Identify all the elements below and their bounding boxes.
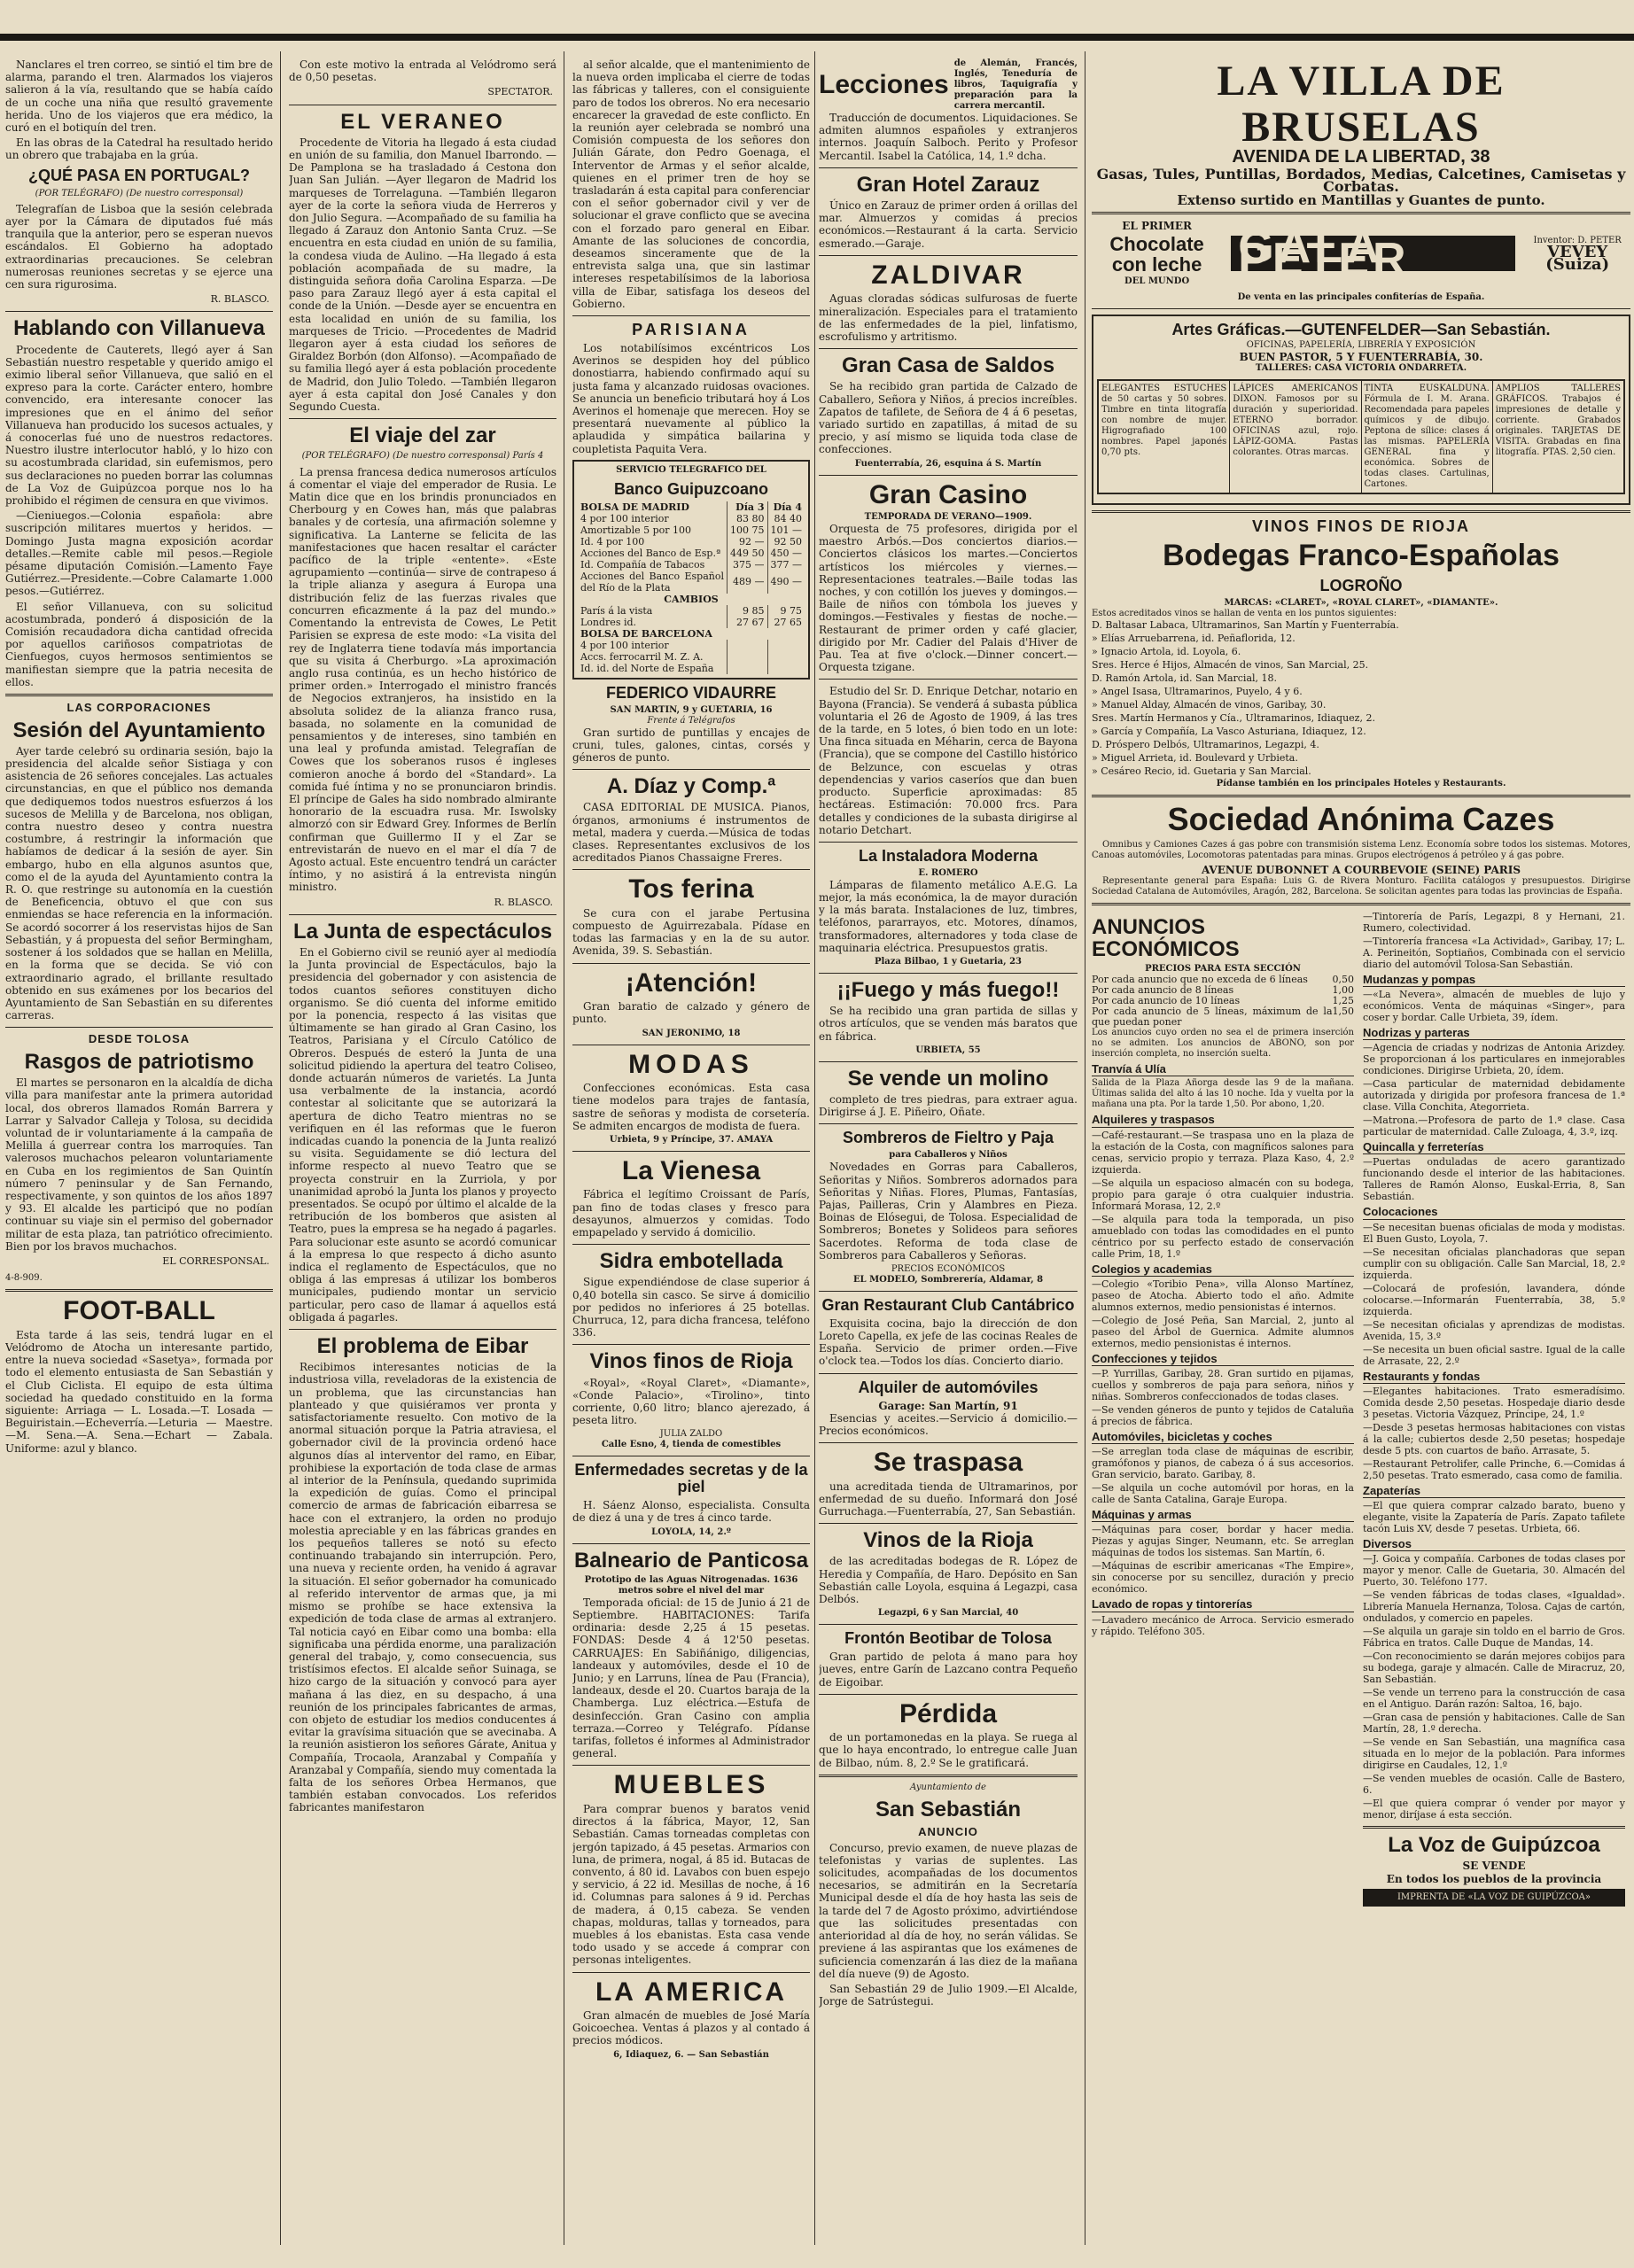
instaladora-heading: La Instaladora Moderna <box>858 846 1039 865</box>
anuncio-heading: ANUNCIO <box>918 1825 978 1839</box>
list-item: » Manuel Alday, Almacén de vinos, Garibay, 30. <box>1092 698 1327 711</box>
muebles-body: Para comprar buenos y baratos venid directos á la fábrica, Mayor, 12, San Sebastián. Camas torneadas completas con jergón tapizado, á 45 pesetas. Armarios con luna, de primera, nogal, á 85 id. Butacas de convento, á 80 id. Lavabos con buen espejo y servicio, á 22 id. Mesillas de noche, á 16 id. Columnas para salones á 9 id. Perchas de madera, á 0,15 cabeza. Se venden chapas, molduras, tallas y torneados, para muebles á los ebanistas. Esta casa vende todo usado y se accede á comprar con personas inteligentes. <box>572 1802 810 1967</box>
veraneo-heading: EL VERANEO <box>340 109 505 134</box>
table-row: 4 por 100 interior 83 80 84 40 <box>578 513 805 524</box>
villanueva-list: —Cieniuegos.—Colonia española: abre suscripción militares muertos y heridos. —Domingo Justa magna exposición acordar detalles.—Remite cable mil pesos.—Regiole pésame diputación Comisión.—Lamento Faye Gutiérrez.—Presidente.—Cobre Calamarte 1.000 pesos.—Gutiérrez. <box>5 509 273 598</box>
football-body: Esta tarde á las seis, tendrá lugar en el Velódromo de Atocha un interesante partido, entre la nueva sociedad «Sasetya», formada por todo el elemento entusiasta de San Sebastián y el Club Ciclista. El equipo de esta última sociedad ha quedado constituido en la forma siguiente: Arriaga — L. Losada.—T. Losada — Beguiristain.—Echeverría.—Leturia — Maestre.—M. Sena.—A. Sena.—Echart — Zabala. Uniforme: azul y blanco. <box>5 1328 273 1455</box>
list-item: —Se vende en San Sebastián, una magnífica casa situada en lo mejor de la población. Para informes dirigirse en Caudales, 12, 1.º <box>1363 1736 1625 1772</box>
table-row: Accs. ferrocarril M. Z. A. <box>578 651 805 663</box>
peter-label-bottom: DEL MUNDO <box>1124 276 1190 287</box>
table-row: Londres id. 27 67 27 65 <box>578 617 805 628</box>
lecciones-block <box>819 58 1078 112</box>
confecciones-heading: Confecciones y tejidos <box>1092 1353 1354 1366</box>
ayto-subheading: Ayuntamiento de <box>910 1782 986 1792</box>
fuego-body: Se ha recibido una gran partida de sillas y otros artículos, que se venden más baratos que en fábrica. <box>819 1005 1078 1043</box>
patriotismo-date: 4-8-909. <box>5 1273 43 1284</box>
table-row: 4 por 100 interior <box>578 640 805 651</box>
vinosrioja-heading: Vinos de la Rioja <box>863 1528 1033 1553</box>
portugal-heading: ¿QUÉ PASA EN PORTUGAL? <box>27 166 250 184</box>
list-item: » Angel Isasa, Ultramarinos, Puyelo, 4 y 6. <box>1092 685 1303 697</box>
list-item: —Se alquila para toda la temporada, un piso amueblado con todas las comodidades en el punto céntrico por su perfecto estado de conservación calle Prim, 18, 1.º <box>1092 1213 1354 1260</box>
table-row: Acciones del Banco de Esp.ª 449 50 450 — <box>578 548 805 559</box>
america-body: Gran almacén de muebles de José María Goicoechea. Ventas á plazos y al contado á precios módicos. <box>572 2009 810 2047</box>
atencion-heading: ¡Atención! <box>625 967 758 998</box>
list-item: —Puertas onduladas de acero garantizado funcionando desde el interior de las habitaciones. Talleres de Ramón Alonso, Euskal-Erria, 8, San Sebastián. <box>1363 1156 1625 1203</box>
perdida-heading: Pérdida <box>899 1698 998 1728</box>
list-item: —Desde 3 pesetas hermosas habitaciones con vistas á la calle; cubiertos desde 2,50 pesetas; hospedaje desde 5 pts. con cuartos de baño. Arrasate, 5. <box>1363 1421 1625 1456</box>
modas-address: Urbieta, 9 y Príncipe, 37. AMAYA <box>609 1134 774 1145</box>
detchar-body: Estudio del Sr. D. Enrique Detchar, notario en Bayona (Francia). Se venderá á subasta pública voluntaria el 26 de Agosto de 1909, á las tres de la tarde, en 5 lotes, ó bien todo en un lote: Una finca situada en Méharin, cerca de Bayona (Francia), que se compone del Castillo histórico de Belzunce, con escuelas y otras dependencias y varios caseríos que dan buen producto. Superficie aproximadas: 85 hectáreas. Estimación: 70.000 frcs. Para detalles y condiciones de la subasta dirigirse al notario Detchart. <box>819 685 1078 836</box>
cazes-heading: Sociedad Anónima Cazes <box>1167 800 1555 837</box>
list-item: —Máquinas de escribir americanas «The Empire», sin conocerse por su sencillez, duración y precio económico. <box>1092 1560 1354 1596</box>
vinos-address: Calle Esno, 4, tienda de comestibles <box>601 1440 782 1450</box>
viennesa-body: Fábrica el legítimo Croissant de París, pan fino de todas clases y fresco para desayunos, almuerzos y comidas. Todo empapelado y servido á domicilio. <box>572 1188 810 1239</box>
lavado-heading: Lavado de ropas y tintorerías <box>1092 1598 1354 1612</box>
tranvia-heading: Tranvía á Ulía <box>1092 1063 1354 1076</box>
eibar-heading: El problema de Eibar <box>316 1334 529 1359</box>
casino-body: Orquesta de 75 profesores, dirigida por el maestro Arbós.—Dos conciertos diarios.—Conciertos clásicos los martes.—Conciertos artísticos los miércoles y viernes.—Representaciones teatrales.—Baile todas las noches, y con cotillón los jueves y domingos.—Baile de niños con tómbola los jueves y domingos.—Festivales y fiestas de noche.—Restaurant de primer orden y café glacier, dirigido por Mr. Cadier del Palais d'Hiver de Pau. Tea at five o'clock.—Dinner concert.—Orquesta tzigane. <box>819 523 1078 674</box>
peter-ad <box>1092 220 1630 287</box>
list-item: —Restaurant Petrolifer, calle Prinche, 6.—Comidas á 2,50 pesetas. Trato esmerado, casa como de familia. <box>1363 1457 1625 1481</box>
voz-heading: La Voz de Guipúzcoa <box>1388 1833 1600 1858</box>
cantabrico-heading: Gran Restaurant Club Cantábrico <box>821 1295 1075 1314</box>
vidaurre-body: Gran surtido de puntillas y encajes de cruni, tules, galones, cintas, corsés y géneros de punto. <box>572 726 810 764</box>
peter-inventor: Inventor: D. PETER <box>1533 235 1622 245</box>
colegios-heading: Colegios y academias <box>1092 1263 1354 1277</box>
zapaterias-heading: Zapaterías <box>1363 1485 1625 1498</box>
vinos-heading: Vinos finos de Rioja <box>589 1349 793 1374</box>
patriotismo-heading: Rasgos de patriotismo <box>24 1049 254 1074</box>
vidaurre-address: SAN MARTIN, 9 y GUETARIA, 16 <box>610 704 773 715</box>
list-item: —J. Goica y compañía. Carbones de todas clases por mayor y menor. Calle de Guetaria, 30. Almacén del Puerto, 30. Teléfono 177. <box>1363 1553 1625 1588</box>
peter-product: Chocolate con leche <box>1109 233 1204 276</box>
zaldivar-body: Aguas cloradas sódicas sulfurosas de fuerte mineralización. Especiales para el tratamiento de las enfermedades de la piel, linfatismo, escrofulismo y artritismo. <box>819 292 1078 343</box>
vinosrioja-address: Legazpi, 6 y San Marcial, 40 <box>877 1608 1019 1619</box>
obras-text: En las obras de la Catedral ha resultado herido un obrero que trabajaba en la grúa. <box>5 136 273 162</box>
villanueva-end: El señor Villanueva, con su solicitud acostumbrada, ponderó á disposición de la Comisión recaudadora dicha cantidad ofrecida por aquellos cariñosos compatriotas de Cienfuegos, cuyos hermosos sentimientos se manifiestan siempre que la patria necesita de ellos. <box>5 600 273 688</box>
list-item: —Con reconocimiento se darán mejores cobijos para su bodega, garaje y almacén. Calle de Miracruz, 20, San Sebastián. <box>1363 1651 1625 1686</box>
column-1 <box>5 58 273 2245</box>
list-item: Sres. Martín Hermanos y Cía., Ultramarinos, Idiaquez, 2. <box>1092 711 1375 724</box>
portugal-byline: (POR TELÉGRAFO) (De nuestro corresponsal) <box>35 188 244 198</box>
list-item: —Elegantes habitaciones. Trato esmeradísimo. Comida desde 2,50 pesetas. Hospedaje diario desde 3 pesetas. Victoria Vázquez, Príncipe, 24, 1.º <box>1363 1385 1625 1420</box>
gutenfelder-sub: OFICINAS, PAPELERÍA, LIBRERÍA Y EXPOSICIÓN <box>1246 340 1476 351</box>
casino-subheading: TEMPORADA DE VERANO—1909. <box>864 512 1032 523</box>
ayto-heading: San Sebastián <box>875 1797 1022 1821</box>
villanueva-body: Procedente de Cauterets, llegó ayer á San Sebastián nuestro respetable y querido amigo el eximio liberal señor Villanueva, que salió en el expreso para la corte. Carácter entero, hombre convencido, era interesante conocer las impresiones que en el ánimo del señor Villanueva han producido los sucesos actuales, y á conocerlas fué uno de nuestros redactores. Nuestro ilustre interlocutor habló, y lo hizo con su acostumbrada claridad, sin eufemismos, pero sus declaraciones no pueden borrar las columnas de La Voz de Guipúzcoa porque nos lo ha prohibido el régimen de censura en que vivimos. <box>5 343 273 507</box>
rioja-heading: Bodegas Franco-Españolas <box>1163 539 1560 573</box>
parisiana-heading: PARISIANA <box>632 321 751 339</box>
table-row: Por cada anuncio que no exceda de 6 líneas 0,50 <box>1092 974 1354 986</box>
list-item: —«La Nevera», almacén de muebles de lujo y económicos. Venta de máquinas «Singer», para coser y bordar. Calle Urbieta, 39, ídem. <box>1363 988 1625 1023</box>
list-item: —Se vende un terreno para la construcción de casa en el Antiguo. Darán razón: Saltoa, 16, bajo. <box>1363 1687 1625 1711</box>
voz-subheading: SE VENDE <box>1462 1860 1526 1873</box>
column-4 <box>819 58 1078 2245</box>
diversos-heading: Diversos <box>1363 1538 1625 1551</box>
tranvia-body: Salida de la Plaza Añorga desde las 9 de la mañana. Últimas salida del alto á las 10 noche. Ida y vuelta por la mañana una pta. Por la tarde 1,50. Por abono, 1,20. <box>1092 1078 1354 1110</box>
tos-heading: Tos ferina <box>628 874 754 905</box>
patriotismo-body: El martes se personaron en la alcaldía de dicha villa para manifestar ante la primera autoridad local, dos obreros llamados Román Barrera y Larrar y Salvador Calleja y Tolosa, su decidida voluntad de ir voluntariamente á la campaña de Melilla á guerrear contra los marroquíes. Tan valerosos muchachos pelearon voluntariamente en Cuba en los regimientos de San Quintín número 7 peninsular y de San Fernando, respectivamente, y son quintos de los años 1897 y 93. El alcalde les participó que no podían continuar su viaje sin el permiso del gobernador militar de esta plaza, tan patriótico ofrecimiento. Bien por los bravos muchachos. <box>5 1076 273 1253</box>
rioja-footer: Pídanse también en los principales Hoteles y Restaurants. <box>1216 778 1506 788</box>
instaladora-body: Lámparas de filamento metálico A.E.G. La mejor, la más económica, la de mayor duración y la más barata. Instalaciones de luz, timbres, teléfonos, pararrayos, etc. Motores, dínamos, transformadores, alternadores y toda clase de maquinaria eléctrica. Presupuestos gratis. <box>819 878 1078 954</box>
peter-footer: De venta en las principales confiterías de España. <box>1237 292 1485 303</box>
enfermedades-body: H. Sáenz Alonso, especialista. Consulta de diez á una y de tres á cinco tarde. <box>572 1499 810 1525</box>
alquiler-subheading: Garage: San Martín, 91 <box>878 1399 1018 1412</box>
lecciones-body: Traducción de documentos. Liquidaciones. Se admiten alumnos españoles y extranjeros internos. Joaquín Salboch. Perito y Profesor Mercantil. Isabel la Católica, 14, 1.º dcha. <box>819 112 1078 162</box>
top-rule <box>0 34 1634 41</box>
zarauz-heading: Gran Hotel Zarauz <box>856 172 1040 197</box>
gutenfelder-talleres: TALLERES: CASA VICTORIA ONDARRETA. <box>1255 363 1467 374</box>
list-item: —Máquinas para coser, bordar y hacer media. Piezas y agujas Singer, Neumann, etc. Se arreglan máquinas de todos los sistemas. San Martín, 6. <box>1092 1524 1354 1559</box>
list-item: Sres. Herce é Hijos, Almacén de vinos, San Marcial, 25. <box>1092 658 1369 671</box>
villa-address: AVENIDA DE LA LIBERTAD, 38 <box>1232 147 1490 167</box>
gutenfelder-box: LÁPICES AMERICANOS DIXON. Famosos por su duración y superioridad. ETERNO borrador. OFICINAS azul, rojo. LÁPIZ-GOMA. Pastas colorantes. Otras marcas. <box>1230 381 1361 493</box>
list-item: » Cesáreo Recio, id. Guetaria y San Marcial. <box>1092 765 1311 777</box>
list-item: —Se alquila un espacioso almacén con su bodega, propio para garaje ó otra cualquier industria. Informará Morasa, 12, 2.º <box>1092 1177 1354 1212</box>
vinosrioja-body: de las acreditadas bodegas de R. López de Heredia y Compañía, de Haro. Depósito en San Sebastián calle Loyola, esquina á Legazpi, casa Delbós. <box>819 1555 1078 1606</box>
alquileres-heading: Alquileres y traspasos <box>1092 1114 1354 1127</box>
column-3 <box>572 58 810 2245</box>
gutenfelder-box: ELEGANTES ESTUCHES de 50 cartas y 50 sobres. Timbre en tinta litografía con nombre de mujer. Higrografiado 100 nombres. Papel japonés 0,70 pts. <box>1099 381 1230 493</box>
precios-note: Los anuncios cuyo orden no sea el de primera inserción no se admiten. Los anuncios de ABONO, son por inserción completa, no inserción suelta. <box>1092 1028 1354 1060</box>
mudanzas-heading: Mudanzas y pompas <box>1363 974 1625 987</box>
gutenfelder-heading: Artes Gráficas.—GUTENFELDER—San Sebastián. <box>1171 321 1551 339</box>
sesion-heading: Sesión del Ayuntamiento <box>12 718 266 742</box>
viennesa-heading: La Vienesa <box>621 1155 761 1185</box>
zar-signature: R. BLASCO. <box>494 896 553 908</box>
traspasa-body: una acreditada tienda de Ultramarinos, por enfermedad de su dueño. Informará don José Gurruchaga.—Fuenterrabía, 27, San Sebastián. <box>819 1480 1078 1518</box>
maquinas-heading: Máquinas y armas <box>1092 1509 1354 1522</box>
table-row: Amortizable 5 por 100 100 75 101 — <box>578 524 805 536</box>
cazes-city: AVENUE DUBONNET A COURBEVOIE (SEINE) PARIS <box>1201 863 1521 876</box>
zaldivar-heading: ZALDIVAR <box>871 260 1025 290</box>
atencion-body: Gran baratio de calzado y género de punto. <box>572 1000 810 1026</box>
peter-logo: GALA PETER <box>1231 236 1515 271</box>
table-row: Acciones del Banco Español del Río de la Plata 489 — 490 — <box>578 571 805 594</box>
table-row: Por cada anuncio de 10 líneas 1,25 <box>1092 995 1354 1007</box>
enfermedades-heading: Enfermedades secretas y de la piel <box>574 1461 808 1496</box>
table-row: Id. 4 por 100 92 — 92 50 <box>578 536 805 548</box>
tos-body: Se cura con el jarabe Pertusina compuesto de Aguirrezabala. Pídase en todas las farmacias y en la de su autor. Avenida, 39. S. Sebastián. <box>572 906 810 958</box>
fronton-body: Gran partido de pelota á mano para hoy jueves, entre Garín de Lazcano contra Pequeño de Eigoibar. <box>819 1651 1078 1689</box>
list-item: —Se arreglan toda clase de máquinas de escribir, gramófonos y pianos, de cabeza ó á sus accesorios. Gran servicio, barato. Garibay, 8. <box>1092 1446 1354 1481</box>
list-item: —Se alquila un garaje sin toldo en el barrio de Gros. Fábrica en tratos. Calle Duque de Mandas, 14. <box>1363 1626 1625 1650</box>
list-item: —Colegio «Toribio Pena», villa Alonso Martínez, paseo de Atocha. Abierto todo el año. Admite alumnos externos, medio pensionistas é internos. <box>1092 1278 1354 1313</box>
zar-heading: El viaje del zar <box>349 423 496 448</box>
list-item: D. Ramón Artola, id. San Marcial, 18. <box>1092 672 1278 684</box>
instaladora-subheading: E. ROMERO <box>918 867 978 878</box>
atencion-address: SAN JERONIMO, 18 <box>642 1028 741 1038</box>
list-item: —Tintorería de París, Legazpi, 8 y Hernani, 21. Rumero, colectividad. <box>1363 910 1625 934</box>
peter-city: VEVEY (Suiza) <box>1545 242 1610 274</box>
table-row: Por cada anuncio de 5 líneas, máximum de la que puedan poner 1,50 <box>1092 1006 1354 1029</box>
lecciones-heading: Lecciones <box>819 70 949 100</box>
sidra-heading: Sidra embotellada <box>599 1249 783 1274</box>
rioja-marcas: MARCAS: «CLARET», «ROYAL CLARET», «DIAMANTE». <box>1224 597 1498 608</box>
anuncios-col-left <box>1092 911 1354 1639</box>
list-item: —Se necesitan oficialas planchadoras que sepan cumplir con su obligación. Calle San Marcial, 18, 2.º izquierda. <box>1363 1246 1625 1281</box>
rioja-intro: Estos acreditados vinos se hallan de venta en los puntos siguientes: <box>1092 608 1397 618</box>
alquiler-heading: Alquiler de automóviles <box>858 1378 1039 1396</box>
modas-body: Confecciones económicas. Esta casa tiene modelos para trajes de fantasía, sastre de señoras y modista de corsetería. Se admiten encargos de modista de fuera. <box>572 1082 810 1132</box>
zarauz-body: Único en Zarauz de primer orden á orillas del mar. Almuerzos y comidas á precios económicos.—Restaurant á la carta. Servicio esmerado.—Garaje. <box>819 199 1078 250</box>
list-item: » García y Compañía, La Vasco Asturiana, Idiaquez, 12. <box>1092 725 1366 737</box>
perdida-body: de un portamonedas en la playa. Se ruega al que lo haya encontrado, lo entregue calle Juan de Bilbao, núm. 8, 2.º Se le gratificará. <box>819 1731 1078 1769</box>
list-item: —Gran casa de pensión y habitaciones. Calle de San Martín, 28, 1.º derecha. <box>1363 1712 1625 1736</box>
list-item: —Casa particular de maternidad debidamente autorizada y dirigida por profesora francesa de 1.ª clase. Villa Conchita, Ategorrieta. <box>1363 1078 1625 1114</box>
table-row: París á la vista 9 85 9 75 <box>578 605 805 617</box>
list-item: —El que quiera comprar ó vender por mayor y menor, diríjase á esta sección. <box>1363 1798 1625 1821</box>
colocaciones-heading: Colocaciones <box>1363 1206 1625 1219</box>
sombreros-subheading: para Caballeros y Niños <box>889 1150 1008 1161</box>
molino-body: completo de tres piedras, para extraer agua. Dirigirse á J. E. Piñeiro, Oñate. <box>819 1093 1078 1119</box>
restaurants-heading: Restaurants y fondas <box>1363 1371 1625 1384</box>
diaz-body: CASA EDITORIAL DE MUSICA. Pianos, órganos, armoniums é instrumentos de metal, madera y cuerda.—Música de todas clases. Representantes exclusivos de los acreditados Pianos Chassaigne Freres. <box>572 801 810 865</box>
veraneo-body: Procedente de Vitoria ha llegado á esta ciudad en unión de su familia, don Manuel Ibarrondo. —De Pamplona se ha trasladado á Cestona don Juan San Julián. —Ayer llegaron de Madrid los marqueses de Torrelaguna. —También llegaron ayer de la corte la señora viuda de Herreros y don Julio Segura. —Acompañado de su familia ha llegado á Zarauz don Antonio Santa Cruz. —Se encuentra en esta ciudad en unión de su familia, la condesa viuda de Aulino. —Ha llegado á esta población acompañada de su madre, la distinguida señora doña Carolina Esparza. —De paso para Zarauz llegó ayer á esta capital el conde de la Unión. —Desde ayer se encuentra en esta localidad en unión de su familia, los marqueses de Tricio. —Procedentes de Madrid llegaron ayer á esta ciudad los señores de Giraldez Borbón (don Alfonso). —Acompañado de su familia llegó ayer á esta población procedente de Madrid, don Julio Toledo. —También llegaron ayer á esta capital don José Canales y don Segundo Cuesta. <box>289 136 556 414</box>
vidaurre-note: Frente á Telégrafos <box>647 715 735 726</box>
gutenfelder-ad <box>1092 315 1630 505</box>
list-item: —Colocará de profesión, lavandera, dónde colocarse.—Informarán Fuenterrabía, 38, 5.º izquierda. <box>1363 1282 1625 1317</box>
muebles-heading: MUEBLES <box>613 1770 769 1800</box>
peter-label-top: EL PRIMER <box>1122 219 1192 232</box>
corporaciones-heading: LAS CORPORACIONES <box>66 701 212 715</box>
auto-heading: Automóviles, bicicletas y coches <box>1092 1431 1354 1444</box>
banco-subheading: SERVICIO TELEGRAFICO DEL <box>616 464 766 475</box>
list-item: » Ignacio Artola, id. Loyola, 6. <box>1092 645 1241 657</box>
sesion-body: Ayer tarde celebró su ordinaria sesión, bajo la presidencia del alcalde señor Sistiaga y con asistencia de 26 señores concejales. Las actuales circunstancias, en que el público nos demanda que dediquemos todos nuestros esfuerzos á los sucesos de Melilla y de Barcelona, nos obligan, contra nuestro deseo y contra nuestra costumbre, á restringir la información que habíamos de dedicar á la sesión de ayer. Sin embargo, hubo en ella algunos asuntos que, como el de la ayuda del Ayuntamiento contra la R. O. que restringe su autonomía en la cuestión de Beneficencia, obtuvo el que con sus enmiendas se hace referencia en la información. Se acordó socorrer á los reservistas hijos de San Sebastián, y á propuesta del señor Bermingham, sostener á los soldados que se hallan en Melilla, en la forma que se decida. Se vió con extraordinario agrado, el brillante resultado obtenido en sus exámenes por los becarios del Ayuntamiento de San Sebastián en su diferentes carreras. <box>5 744 273 1022</box>
list-item: —P. Yurrillas, Garibay, 28. Gran surtido en pijamas, cuellos y sombreros de paja para señora, niños y niñas. Sombreros confeccionados de todas clases. <box>1092 1367 1354 1402</box>
eibar-continued: al señor alcalde, que el mantenimiento de la nueva orden implicaba el cierre de todas las fábricas y talleres, con el consiguiente paro de todos los obreros. No era necesario encarecer la gravedad de este conflicto. En la reunión ayer celebrada se nombró una Comisión compuesta de los señores don Julián Gárate, don Pedro Goenaga, el Interventor de Armas y el señor alcalde, quienes en el primer tren de hoy se trasladarán á esta capital para conferenciar con el señor gobernador civil y ver de solucionar el grave conflicto que se avecina con el forzado paro general en Eibar. Amante de las soluciones de concordia, deseamos sinceramente que de la entrevista salga una, que sin lastimar intereses respetabilísimos de la laboriosa villa de Eibar, satisfaga los deseos del Gobierno. <box>572 58 810 310</box>
quincalla-heading: Quincalla y ferreterías <box>1363 1141 1625 1154</box>
vidaurre-heading: FEDERICO VIDAURRE <box>605 683 776 702</box>
cantabrico-body: Exquisita cocina, bajo la dirección de don Loreto Capella, ex jefe de las cocinas Reales de España. Servicio de primer orden.—Five o'clock tea.—Todos los días. Concierto diario. <box>819 1317 1078 1368</box>
rioja-points <box>1092 619 1630 777</box>
alquiler-body: Esencias y aceites.—Servicio á domicilio.—Precios económicos. <box>819 1411 1078 1437</box>
casino-heading: Gran Casino <box>868 479 1028 509</box>
instaladora-address: Plaza Bilbao, 1 y Guetaria, 23 <box>874 957 1023 967</box>
america-heading: LA AMERICA <box>595 1977 788 2007</box>
panticosa-body: Temporada oficial: de 15 de Junio á 21 de Septiembre. HABITACIONES: Tarifa ordinaria: desde 2,25 á 15 pesetas. FONDAS: Desde 4 á 12'50 pesetas. CARRUAJES: En Sabiñánigo, diligencias, landeaux y automóviles, desde el 10 de Junio; y en Larruns, línea de Pau (Francia), landeaux, desde el 20. Cuartos baraja de la Chamberga. Luz eléctrica.—Estufa de desinfección. Gran Casino con amplia terraza.—Correo y Telégrafo. Pídanse tarifas, folletos é informes al Administrador general. <box>572 1596 810 1760</box>
table-row: Id. id. del Norte de España <box>578 663 805 674</box>
list-item: D. Baltasar Labaca, Ultramarinos, San Martín y Fuenterrabía. <box>1092 618 1399 631</box>
list-item: —Se necesitan buenas oficialas de moda y modistas. El Buen Gusto, Loyola, 7. <box>1363 1221 1625 1245</box>
list-item: —Tintorería francesa «La Actividad», Garibay, 17; L. A. Perineitón, Soptiaños, Combinada con el servicio diario del automóvil Tolosa-San Sebastián. <box>1363 935 1625 970</box>
table-row: Por cada anuncio de 8 líneas 1,00 <box>1092 984 1354 997</box>
fuego-address: URBIETA, 55 <box>915 1045 981 1055</box>
column-divider <box>280 51 281 2245</box>
sombreros-precios: PRECIOS ECONÓMICOS <box>891 1263 1006 1274</box>
anuncios-heading: ANUNCIOS ECONÓMICOS <box>1092 914 1240 961</box>
list-item: —Se venden fábricas de todas clases, «Igualdad». Librería Manuela Hernanza, Tolosa. Cajas de cartón, ondulados, y comercio en papeles. <box>1363 1589 1625 1625</box>
list-item: —Colegio de José Peña, San Marcial, 2, junto al paseo del Árbol de Guernica. Admite alumnos externos, medio pensionistas é internos. <box>1092 1314 1354 1349</box>
vinos-body: «Royal», «Royal Claret», «Diamante», «Conde Palacio», «Tirolino», tinto corriente, 0,60 litro; blanco ajerezado, á peseta litro. <box>572 1376 810 1427</box>
villa-heading: LA VILLA DE BRUSELAS <box>1217 58 1506 151</box>
rioja-city: LOGROÑO <box>1319 576 1403 594</box>
list-item: —Se necesita un buen oficial sastre. Igual de la calle de Arrasate, 22, 2.º <box>1363 1343 1625 1367</box>
list-item: —Se necesitan oficialas y aprendizas de modistas. Avenida, 15, 3.º <box>1363 1318 1625 1342</box>
intro-text: Nanclares el tren correo, se sintió el tim bre de alarma, parando el tren. Alarmados los viajeros salieron á la vía, resultando que se había caído de un coche una niña que resultó gravemente herida. Uno de los viajeros que era médico, la curó en el botiquín del tren. <box>5 58 273 135</box>
portugal-signature: R. BLASCO. <box>210 293 269 306</box>
nodrizas-heading: Nodrizas y parteras <box>1363 1027 1625 1040</box>
parisiana-body: Los notabilísimos excéntricos Los Averinos se despiden hoy del público donostiarra, habiendo confirmado aquí su justa fama y alcanzado ruidosas ovaciones. Se anuncia un beneficio tributará hoy á Los Averinos el homenaje que merecen. Hoy se presentará nuevamente al público la aplaudida y simpática bailarina y coupletista Paquita Vera. <box>572 341 810 455</box>
zar-byline: (POR TELÉGRAFO) (De nuestro corresponsal) París 4 <box>301 451 544 462</box>
sombreros-body: Novedades en Gorras para Caballeros, Señoritas y Niños. Sombreros adornados para Señoritas y Niñas. Flores, Plumas, Fantasías, Pajas, Pailleras, Crin y Alambres en Pieza. Boinas de Elósegui, de Tolosa. Especialidad de Sombreros; Bonetes y Solideos para señores Sacerdotes. Reforma de toda clase de Sombreros para Caballeros y Señoras. <box>819 1161 1078 1262</box>
sombreros-heading: Sombreros de Fieltro y Paja <box>842 1129 1054 1147</box>
cazes-rep: Representante general para España: Luis G. de Rivera Monturo. Facilita catálogos y presupuestos. Dirigirse Sociedad Catalana de Automóviles, Aragón, 282, Barcelona. Se solicitan agentes para todas las provincias de España. <box>1092 875 1630 897</box>
list-item: —Se venden géneros de punto y tejidos de Cataluña á precios de fábrica. <box>1092 1403 1354 1427</box>
enfermedades-address: LOYOLA, 14, 2.º <box>651 1526 731 1537</box>
vinos-signature: JULIA ZALDO <box>659 1429 723 1440</box>
fronton-heading: Frontón Beotibar de Tolosa <box>844 1629 1052 1648</box>
sombreros-address: EL MODELO, Sombrerería, Aldamar, 8 <box>852 1274 1044 1285</box>
panticosa-heading: Balneario de Panticosa <box>573 1548 809 1573</box>
panticosa-subheading: Prototipo de las Aguas Nitrogenadas. 1636 metros sobre el nivel del mar <box>584 1574 798 1596</box>
list-item: » Miguel Arrieta, id. Boulevard y Urbieta. <box>1092 751 1298 764</box>
velodromo-signature: SPECTATOR. <box>487 86 553 98</box>
villa-subheading: Extenso surtido en Mantillas y Guantes de punto. <box>1177 191 1545 208</box>
voz-body: En todos los pueblos de la provincia <box>1386 1872 1602 1885</box>
football-heading: FOOT-BALL <box>63 1296 215 1326</box>
junta-heading: La Junta de espectáculos <box>292 919 553 944</box>
zar-body: La prensa francesa dedica numerosos artículos á comentar el viaje del emperador de Rusia. Le Matin dice que en los brindis pronunciados en Cherbourg y en Cowes han, más que palabras banales y de cortesía, una afirmación solemne y significativa. La Lanterne se felicita de las manifestaciones que hacen resaltar el carácter pacífico de la triple «entente». «Este agrupamiento —continúa— sirve de contrapeso á la triple alianza y asegura á Europa una distribución feliz de las fuerzas rivales que concurren eficazmente á la paz del mundo.» Comentando la entrevista de Cowes, Le Petit Parisien se expresa de este modo: «La visita del rey de Inglaterra tiene todavía más importancia que su visita á Cherburgo. »La aproximación anglo rusa continúa, es un hecho histórico de primer orden.» Interrogado el ministro francés de Negocios extranjeros, ha insistido en la absoluta solidez de la alianza franco rusa, basada, no solamente en la comunidad de pensamientos y de intereses, sino también en una leal y profunda amistad. Telegrafían de Cowes que los soberanos rusos é ingleses comieron anoche á bordo del «Standard». La comida fué íntima y no se pronunciaron brindis. El príncipe de Gales ha sido nombrado almirante honorario de la escuadra rusa. Mr. Iswolsky almorzó con sir Edward Grey. Informes de Berlín confirman que Guillermo II y el Zar se entrevistarán de nuevo en el mar el día 7 de Agosto actual. Este encuentro tendrá un carácter íntimo, y no asistirá á la entrevista ningún ministro. <box>289 465 556 894</box>
molino-heading: Se vende un molino <box>847 1066 1049 1091</box>
traspasa-heading: Se traspasa <box>873 1448 1023 1478</box>
list-item: —Se venden muebles de ocasión. Calle de Bastero, 6. <box>1363 1773 1625 1797</box>
list-item: —Lavadero mecánico de Arroca. Servicio esmerado y rápido. Teléfono 305. <box>1092 1613 1354 1637</box>
gutenfelder-boxes <box>1097 379 1625 494</box>
saldos-heading: Gran Casa de Saldos <box>841 353 1055 378</box>
portugal-body: Telegrafían de Lisboa que la sesión celebrada ayer por la Cámara de diputados fué más tranquila que la anterior, pero se esperan nuevos escándalos. El Gobierno ha adoptado extraordinarias precauciones. Se celebran numerosas reuniones secretas y se ejerce una cen sura rigurosima. <box>5 202 273 291</box>
list-item: —Se alquila un coche automóvil por horas, en la calle de Santa Catalina, Garaje Europa. <box>1092 1482 1354 1506</box>
column-5 <box>1092 58 1630 2245</box>
precios-heading: PRECIOS PARA ESTA SECCIÓN <box>1145 964 1301 975</box>
velodromo-text: Con este motivo la entrada al Velódromo será de 0,50 pesetas. <box>289 58 556 84</box>
america-address: 6, Idiaquez, 6. — San Sebastián <box>613 2049 769 2060</box>
list-item: —Agencia de criadas y nodrizas de Antonia Arizdey. Se proporcionan á los particulares en inmejorables condiciones. Dirigirse Urbieta, 20, ídem. <box>1363 1042 1625 1077</box>
cazes-body: Omnibus y Camiones Cazes á gas pobre con transmisión sistema Lenz. Economía sobre todos los sistemas. Motores, Canoas automóviles, Locomotoras patentadas para minas. Grupos electrógenos á petróleo y á gas pobre. <box>1092 839 1630 860</box>
list-item: D. Próspero Delbós, Ultramarinos, Legazpi, 4. <box>1092 738 1319 750</box>
sidra-body: Sigue expendiéndose de clase superior á 0,40 botella sin casco. Se sirve á domicilio por pedidos no inferiores á 25 botellas. Churruca, 12, para dicha francesa, teléfono 336. <box>572 1276 810 1340</box>
column-divider <box>814 51 815 2245</box>
tolosa-heading: DESDE TOLOSA <box>88 1032 191 1046</box>
eibar-body: Recibimos interesantes noticias de la industriosa villa, reveladoras de la existencia de un problema, que las circunstancias han planteado y que quisiéramos ver pronta y satisfactoriamente resuelto. Con motivo de la anormal situación porque la Patria atraviesa, el gobernador civil de la provincia ordenó hace algunos días al interventor del ramo, en Eibar, prohibiese la exportación de toda clase de armas al interior de la Península, quedando suprimida la expedición de guías. Como el principal comercio de armas de fabricación eibarresa se hace con el extranjero, la orden no produjo molestia apreciable y en las fábricas grandes en los pequeños talleres se notó su efecto continuando trabajando sin interrupción. Pero, una nueva y reciente orden, ha venido á agravar la situación. El señor gobernador ha comunicado al referido interventor de armas que, ja mi mismo se prohíbe se hace extensiva la expedición de toda clase de armas al extranjero. Tal noticia cayó en Eibar como una bomba: ella significaba una pérdida enorme, una paralización general del trabajo, y, como consecuencia, sus tristísimos efectos. El alcalde señor Suinaga, se hizo cargo de la situación y convocó para ayer mañana á las diez, en su despacho, á una reunión de los principales fabricantes de armas, con objeto de estudiar los medios conducentes á evitar la gravísima situación que se avecinaba. A la reunión asistieron los señores Gárate, Anitua y Compañía, Trocaola, Aranzabal y Compañía y Aranzabal y Compañía, siendo muy comentada la falta de los señores Orbea Hermanos, que también estaban convocados. Los referidos fabricantes manifestaron <box>289 1361 556 1814</box>
anuncio-body: Concurso, previo examen, de nueve plazas de telefonistas y varias de suplentes. Las solicitudes, acompañadas de los documentos necesarios, se admitirán en la Secretaría Municipal desde el día de hoy hasta las seis de la tarde del 7 de Agosto próximo, advirtiéndose que las solicitudes presentadas con anterioridad al día de hoy, no serán válidas. Se previene á las aspirantas que los exámenes de suficiencia comenzarán á las diez de la mañana del día nueve (9) de Agosto. <box>819 1841 1078 1980</box>
anuncios-col-right <box>1363 911 1625 1907</box>
lecciones-side: de Alemán, Francés, Inglés, Teneduría de libros, Taquigrafía y preparación para la carrera mercantil. <box>953 58 1078 111</box>
villanueva-heading: Hablando con Villanueva <box>13 316 265 341</box>
anuncio-date: San Sebastián 29 de Julio 1909.—El Alcalde, Jorge de Satrústegui. <box>819 1982 1078 2008</box>
diaz-heading: A. Díaz y Comp.ª <box>606 774 776 799</box>
imprenta-footer: IMPRENTA DE «LA VOZ DE GUIPÚZCOA» <box>1363 1889 1625 1907</box>
junta-body: En el Gobierno civil se reunió ayer al mediodía la Junta provincial de Espectáculos, bajo la presidencia del gobernador y con asistencia de todos cuantos señores constituyen dicho organismo. Se dió cuenta del informe emitido por la ponencia, respecto á las visitas que últimamente se han girado al Gran Casino, los Teatros, Parisiana y el Círculo Católico de Obreros. Después de esteró la Junta de una solicitud pidiendo la apertura del teatro Coliseo, donde actuarán números de varietés. La Junta usa verbalmente de la instancia, acordó contestar al solicitante que se autorizará la apertura de dicho Teatro mientras no se verifiquen en él las reformas que le fueron indicadas cuando la ponencia de la Junta realizó su visita. Seguidamente se dió lectura del informe respecto al nuevo Teatro que se proyecta construir en la Zurriola, y por unanimidad aprobó la Junta los planos y proyecto presentados. Se ocupó por último el alcalde de la retribución de los bomberos que asisten al Teatro, pues la empresa se ha negado á pagarles. Para solucionar este asunto se acordó comunicar á la empresa lo que respecto á dicho asunto indica el reglamento de Espectáculos, que no obliga á las empresas á utilizar los bomberos municipales, pudiendo montar un servicio particular, pero caso de llamar á aquellos está obligada á pagarles. <box>289 945 556 1324</box>
gutenfelder-box: TINTA EUSKALDUNA. Fórmula de I. M. Arana. Recomendada para papeles químicos y de dibujo. Peptona de sílice: clases á las mismas. PAPELERÍA GENERAL fina y económica. Sobres de todas clases. Cartulinas, Cartones. <box>1362 381 1493 493</box>
fuego-heading: ¡¡Fuego y más fuego!! <box>836 978 1060 1003</box>
list-item: —Matrona.—Profesora de parto de 1.ª clase. Casa particular de maternidad. Calle Zuloaga, 4, 3.º, izq. <box>1363 1115 1625 1138</box>
table-row: Id. Compañía de Tabacos 375 — 377 — <box>578 559 805 571</box>
list-item: —Café-restaurant.—Se traspasa uno en la plaza de la estación de la Costa, con magníficos salones para cenas, servicio propio y terraza. Plaza Kaso, 4, 2.º izquierda. <box>1092 1129 1354 1176</box>
banco-table-box <box>572 460 810 680</box>
gutenfelder-address: BUEN PASTOR, 5 Y FUENTERRABÍA, 30. <box>1239 351 1483 364</box>
list-item: » Elías Arruebarrena, id. Peñaflorida, 12. <box>1092 632 1296 644</box>
modas-heading: MODAS <box>628 1049 754 1079</box>
gutenfelder-box: AMPLIOS TALLERES GRÁFICOS. Trabajos é impresiones de detalle y corriente. Grabados originales. TARJETAS DE VISITA. Grabadas en fina litografía. PTAS. 2,50 cien. <box>1495 384 1621 458</box>
list-item: —El que quiera comprar calzado barato, bueno y elegante, visite la Zapatería de París. Zapato tafilete tacón Luis XV, desde 7 pesetas. Urbieta, 66. <box>1363 1499 1625 1534</box>
saldos-address: Fuenterrabía, 26, esquina á S. Martín <box>854 458 1042 469</box>
saldos-body: Se ha recibido gran partida de Calzado de Caballero, Señora y Niños, á precios increíbles. Zapatos de tafilete, de Señora de 4 á 6 pesetas, variado surtido en zapatillas, á mitad de su precio, y así mismo se liquida toda clase de confecciones. <box>819 380 1078 456</box>
rioja-subheading: VINOS FINOS DE RIOJA <box>1251 517 1471 536</box>
villa-body: Gasas, Tules, Puntillas, Bordados, Medias, Calcetines, Camisetas y Corbatas. <box>1096 166 1626 196</box>
column-2 <box>289 58 556 2245</box>
patriotismo-signature: EL CORRESPONSAL. <box>162 1254 269 1267</box>
bolsa-table: BOLSA DE MADRID Día 3 Día 4 4 por 100 interior 83 80 84 40 Amortizable 5 por 100 100 75 101 — Id. 4 por 100 92 — 92 50 Acciones del Banco de Esp.ª 449 50 450 — Id. Compañía de Tabacos 375 — 377 — Acciones del Banco Español del Río de la Plata 489 — 490 — CAMBIOS París á la vista 9 85 9 75 Londres id. 27 67 27 65 BOLSA DE BARCELONA 4 por 100 interior Accs. ferrocarril M. Z. A. Id. id. del Norte de España <box>578 501 805 674</box>
banco-heading: Banco Guipuzcoano <box>613 479 768 498</box>
